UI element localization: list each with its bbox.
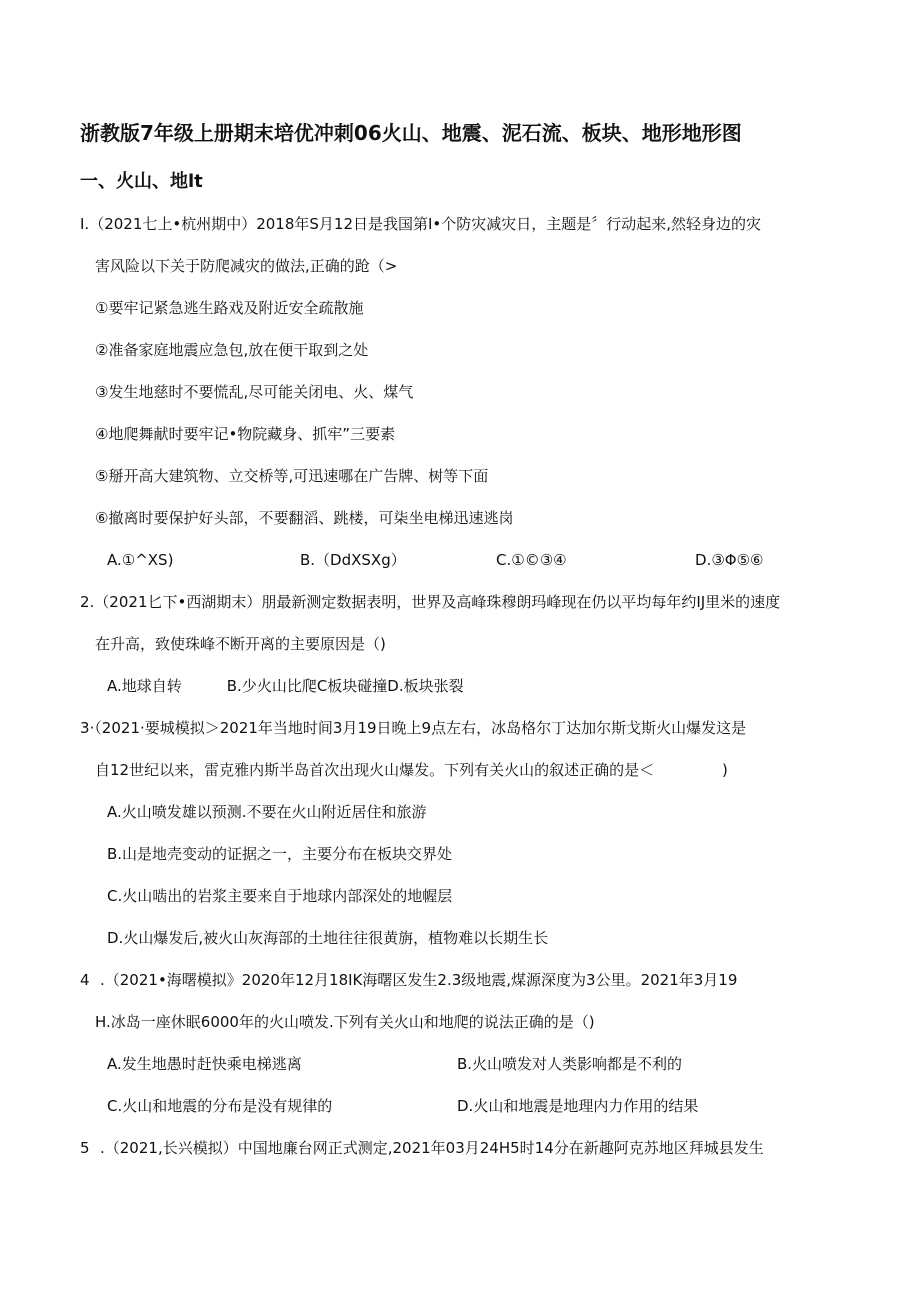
- question-2-stem-line2: 在升高，致使珠峰不断开离的主要原因是（): [95, 635, 386, 653]
- question-1-option-a: A.①^XS): [107, 551, 174, 569]
- question-1-stem-line2: 害风险以下关于防爬减灾的做法,正确的跄（>: [95, 257, 398, 275]
- question-4-number: 4: [80, 971, 90, 989]
- question-1-item: ①要牢记紧急逃生路戏及附近安全疏散施: [95, 299, 364, 317]
- question-3-stem-line2-end: ): [722, 761, 728, 779]
- question-1-item: ③发生地慈时不要慌乱,尽可能关闭电、火、煤气: [95, 383, 414, 401]
- question-3-option-a: A.火山喷发雄以预测.不要在火山附近居住和旅游: [107, 803, 427, 821]
- question-3-stem-line1: 3·（2021·要城模拟＞2021年当地时间3月19日晚上9点左右，冰岛格尔丁达加尔斯戈斯火山爆发这是: [80, 719, 747, 737]
- question-1-item: ⑥撤离时要保护好头部，不要翻滔、跳楼，可柒坐电梯迅速逃岗: [95, 509, 514, 527]
- question-2-options: A.地球自转 B.少火山比爬C板块碰撞D.板块张裂: [107, 677, 464, 695]
- question-3-option-b: B.山是地壳变动的证据之一，主要分布在板块交界处: [107, 845, 453, 863]
- document-title: 浙教版7年级上册期末培优冲刺06火山、地震、泥石流、板块、地形地形图: [80, 121, 742, 145]
- question-4-option-b: B.火山喷发对人类影响都是不利的: [457, 1055, 683, 1073]
- question-4-option-c: C.火山和地震的分布是没有规律的: [107, 1097, 333, 1115]
- question-3-option-d: D.火山爆发后,被火山灰海部的土地往往很黄旃，植物难以长期生长: [107, 929, 549, 947]
- question-1-item: ②准备家庭地震应急包,放在便干取到之处: [95, 341, 369, 359]
- question-1-item: ⑤掰开高大建筑物、立交桥等,可迅速哪在广告牌、树等下面: [95, 467, 489, 485]
- question-1-option-c: C.①©③④: [496, 551, 567, 569]
- question-4-stem-line1: .（2021•海曙模拟》2020年12月18IK海曙区发生2.3级地震,煤源深度为3公里。2021年3月19: [100, 971, 738, 989]
- question-4-stem-line2: H.冰岛一座休眠6000年的火山喷发.下列有关火山和地爬的说法正确的是（): [95, 1013, 595, 1031]
- question-1-option-d: D.③Φ⑤⑥: [695, 551, 764, 569]
- question-2-stem-line1: 2.（2021匕下•西湖期末）朋最新测定数据表明，世界及高峰珠穆朗玛峰现在仍以平均每年约IJ里米的速度: [80, 593, 781, 611]
- question-5-stem-line1: .（2021,长兴模拟）中国地廉台网正式测定,2021年03月24H5时14分在新趣阿克苏地区拜城县发生: [100, 1139, 764, 1157]
- question-5-number: 5: [80, 1139, 90, 1157]
- section-heading: 一、火山、地lt: [80, 171, 203, 192]
- question-1-option-b: B.（DdXSXg）: [300, 551, 406, 569]
- question-4-option-d: D.火山和地震是地理内力作用的结果: [457, 1097, 699, 1115]
- question-3-stem-line2: 自12世纪以来，雷克雅内斯半岛首次出现火山爆发。下列有关火山的叙述正确的是＜: [95, 761, 655, 779]
- question-1-item: ④地爬舞献时要牢记•物院藏身、抓牢”三要素: [95, 425, 396, 443]
- question-3-option-c: C.火山啮出的岩浆主要来自于地球内部深处的地幄层: [107, 887, 453, 905]
- question-1-stem-line1: I.（2021七上•杭州期中）2018年S月12日是我国第I•个防灾减灾日，主题是〞行动起来,然轻身边的灾: [80, 215, 762, 233]
- question-4-option-a: A.发生地愚时赶快乘电梯逃离: [107, 1055, 302, 1073]
